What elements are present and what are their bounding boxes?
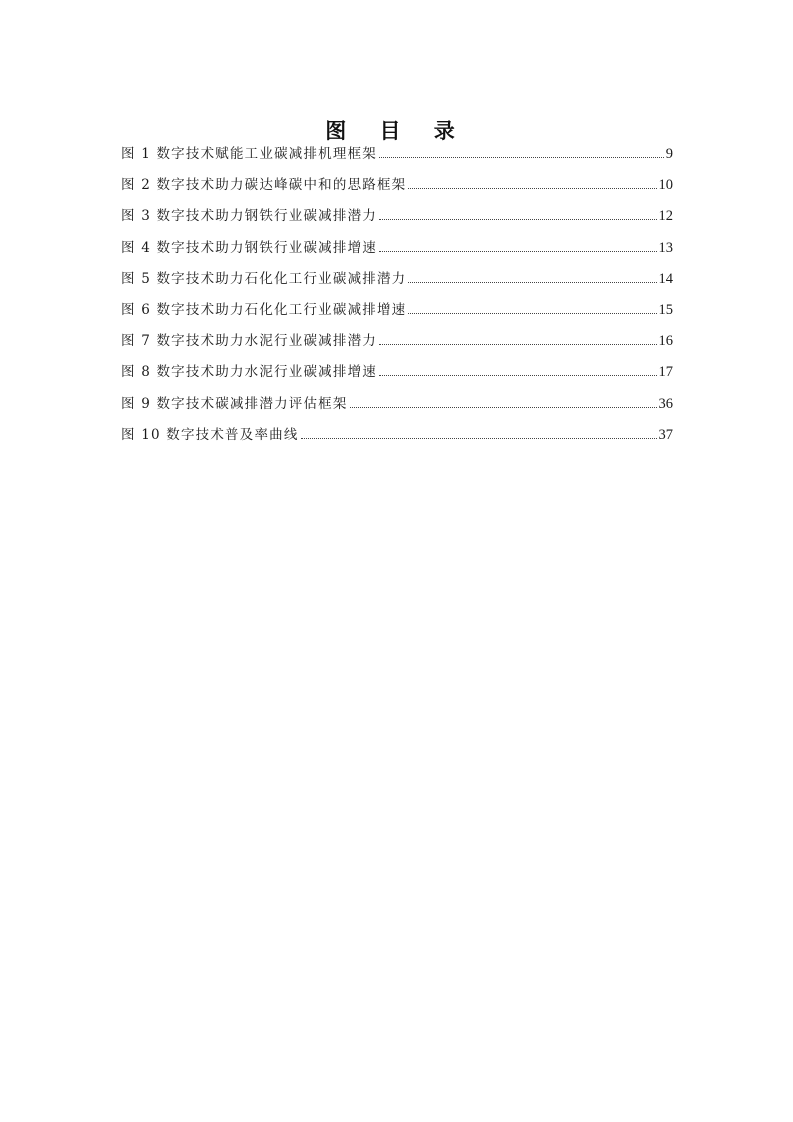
toc-entry-page-number: 13	[658, 239, 673, 256]
dot-leader	[350, 407, 657, 408]
dot-leader	[301, 438, 657, 439]
toc-entry-page-number: 17	[658, 364, 673, 381]
toc-entry[interactable]	[121, 298, 673, 329]
toc-entry-label: 图 2 数字技术助力碳达峰碳中和的思路框架	[121, 177, 407, 194]
toc-entry-label: 图 3 数字技术助力钢铁行业碳减排潜力	[121, 208, 377, 225]
toc-entry-label: 图 6 数字技术助力石化化工行业碳减排增速	[121, 301, 407, 318]
toc-entry-page-number: 16	[658, 333, 673, 350]
toc-entry[interactable]	[121, 142, 673, 173]
dot-leader	[379, 344, 657, 345]
toc-entry-page-number: 37	[658, 426, 673, 443]
toc-entry[interactable]	[121, 392, 673, 423]
toc-entry-label: 图 7 数字技术助力水泥行业碳减排潜力	[121, 333, 377, 350]
toc-entry-page-number: 9	[665, 146, 673, 162]
toc-entry-page-number: 10	[658, 177, 673, 194]
dot-leader	[379, 219, 657, 220]
toc-entry-page-number: 36	[658, 395, 673, 412]
dot-leader	[379, 251, 657, 252]
toc-entry[interactable]	[121, 267, 673, 298]
toc-entry-label: 图 10 数字技术普及率曲线	[121, 426, 299, 443]
dot-leader	[379, 375, 657, 376]
toc-entry[interactable]	[121, 204, 673, 235]
figure-toc-list	[121, 142, 673, 454]
dot-leader	[408, 313, 656, 314]
toc-entry-label: 图 8 数字技术助力水泥行业碳减排增速	[121, 364, 377, 381]
toc-entry-label: 图 5 数字技术助力石化化工行业碳减排潜力	[121, 270, 407, 287]
toc-entry-label: 图 1 数字技术赋能工业碳减排机理框架	[121, 146, 377, 162]
toc-entry-label: 图 9 数字技术碳减排潜力评估框架	[121, 395, 348, 412]
toc-entry-page-number: 15	[658, 301, 673, 318]
page-title: 图 目 录	[325, 119, 468, 144]
toc-entry[interactable]	[121, 236, 673, 267]
toc-entry-label: 图 4 数字技术助力钢铁行业碳减排增速	[121, 239, 377, 256]
dot-leader	[408, 282, 656, 283]
dot-leader	[408, 188, 656, 189]
toc-entry-page-number: 12	[658, 208, 673, 225]
dot-leader	[379, 157, 664, 158]
toc-entry[interactable]	[121, 423, 673, 454]
toc-entry[interactable]	[121, 360, 673, 391]
toc-entry[interactable]	[121, 329, 673, 360]
toc-entry[interactable]	[121, 173, 673, 204]
toc-entry-page-number: 14	[658, 270, 673, 287]
